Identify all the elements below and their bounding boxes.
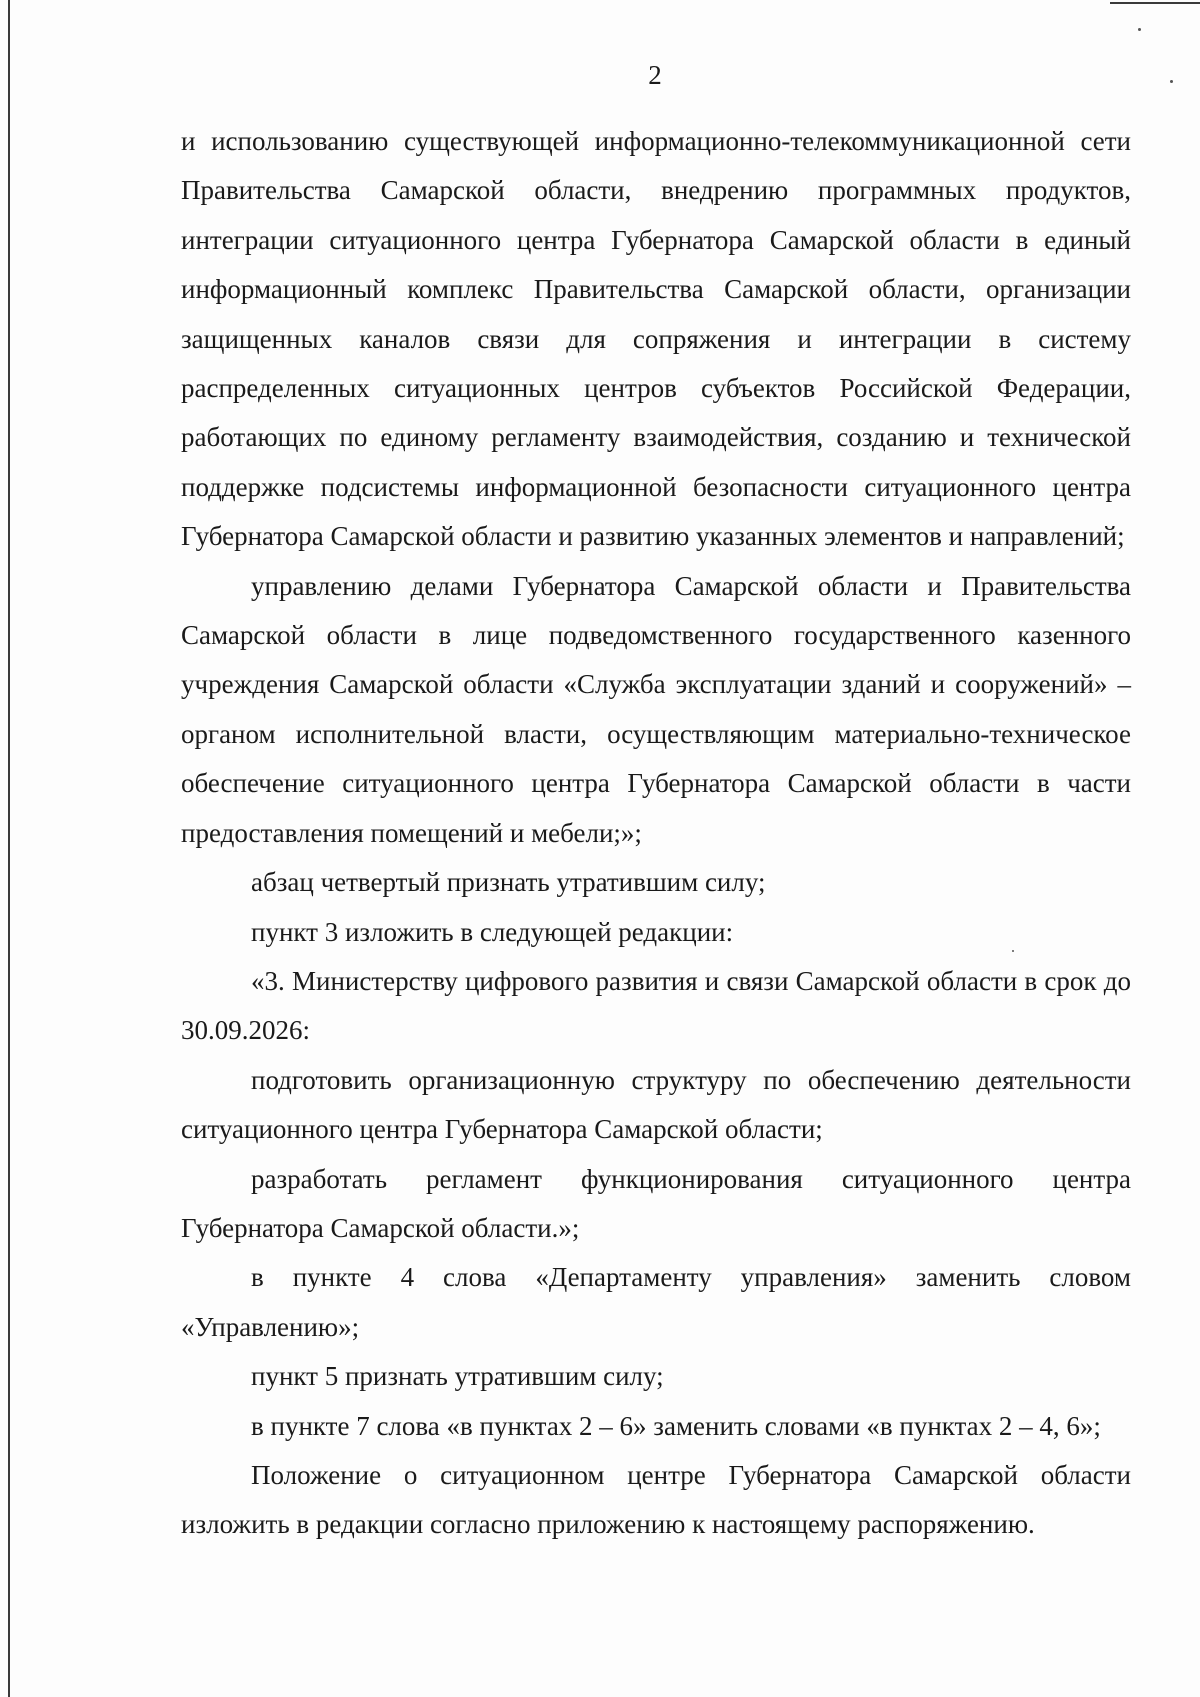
paragraph: и использованию существующей информационно-телекоммуникационной сети Правительства Самарской области, внедрению программных продуктов, интеграции ситуационного центра Губернатора Самарской области в единый информационный комплекс Правительства Самарской области, организации защищенных каналов связи для сопряжения и интеграции в систему распределенных ситуационных центров субъектов Российской Федерации, работающих по единому регламенту взаимодействия, созданию и технической поддержке подсистемы информационной безопасности ситуационного центра Губернатора Самарской области и развитию указанных элементов и направлений; bbox=[181, 126, 1131, 552]
paragraph: пункт 5 признать утратившим силу; bbox=[251, 1361, 664, 1392]
scan-left-edge bbox=[8, 0, 10, 1697]
paragraph: «3. Министерству цифрового развития и связи Самарской области в срок до 30.09.2026: bbox=[181, 965, 1131, 1046]
paragraph: абзац четвертый признать утратившим силу; bbox=[251, 867, 766, 898]
paragraph: в пункте 7 слова «в пунктах 2 – 6» заменить словами «в пунктах 2 – 4, 6»; bbox=[251, 1410, 1101, 1441]
paragraph: управлению делами Губернатора Самарской области и Правительства Самарской области в лице подведомственного государственного казенного учреждения Самарской области «Служба эксплуатации зданий и сооружений» – органом исполнительной власти, осуществляющим материально-техническое обеспечение ситуационного центра Губернатора Самарской области в части предоставления помещений и мебели;»; bbox=[181, 570, 1131, 848]
paragraph: в пункте 4 слова «Департаменту управления» заменить словом «Управлению»; bbox=[181, 1262, 1131, 1342]
paragraph: пункт 3 изложить в следующей редакции: bbox=[251, 916, 734, 947]
paragraph: разработать регламент функционирования ситуационного центра Губернатора Самарской области.»; bbox=[181, 1163, 1131, 1243]
paragraph: Положение о ситуационном центре Губернатора Самарской области изложить в редакции согласно приложению к настоящему распоряжению. bbox=[181, 1459, 1131, 1540]
document-body bbox=[181, 117, 1131, 1550]
paragraph: подготовить организационную структуру по обеспечению деятельности ситуационного центра Губернатора Самарской области; bbox=[181, 1064, 1131, 1145]
scan-speck bbox=[1138, 28, 1141, 31]
scan-top-edge bbox=[1110, 2, 1200, 4]
page-number: 2 bbox=[648, 60, 662, 90]
